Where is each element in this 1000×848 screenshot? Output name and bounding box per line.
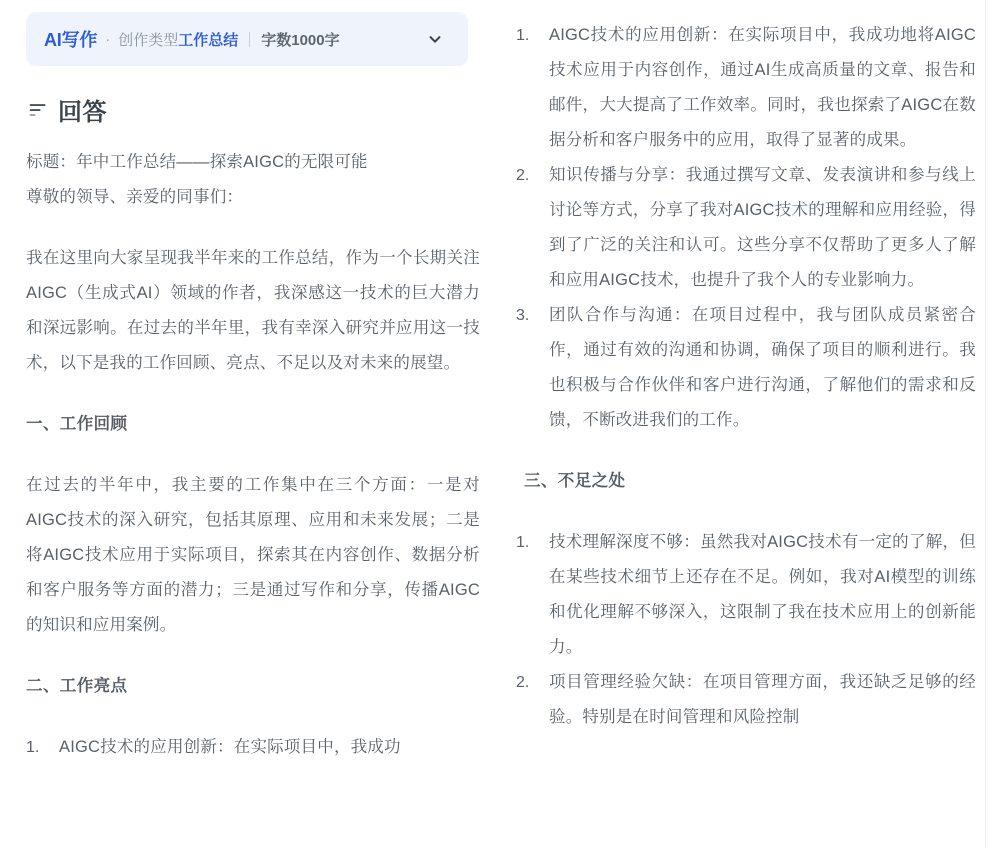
header-dot-separator: ·: [105, 30, 111, 48]
list-item-text: 知识传播与分享：我通过撰写文章、发表演讲和参与线上讨论等方式，分享了我对AIGC技术的理解和应用经验，得到了广泛的关注和认可。这些分享不仅帮助了更多人了解和应用AIGC技术，也提升了我个人的专业影响力。: [549, 166, 976, 289]
spacer: [26, 127, 480, 145]
list-item-text: 项目管理经验欠缺：在项目管理方面，我还缺乏足够的经验。特别是在时间管理和风险控制: [549, 673, 976, 726]
list-item-text: 团队合作与沟通：在项目过程中，我与团队成员紧密合作，通过有效的沟通和协调，确保了项目的顺利进行。我也积极与合作伙伴和客户进行沟通，了解他们的需求和反馈，不断改进我们的工作。: [549, 306, 976, 429]
list-item: [516, 158, 976, 298]
intro-paragraph: 我在这里向大家呈现我半年来的工作总结，作为一个长期关注AIGC（生成式AI）领域的作者，我深感这一技术的巨大潜力和深远影响。在过去的半年里，我有幸深入研究并应用这一技术，以下是我的工作回顾、亮点、不足以及对未来的展望。: [26, 249, 480, 372]
spacer: [26, 643, 480, 669]
creation-type-label: 创作类型: [118, 31, 179, 49]
spacer: [26, 381, 480, 407]
list-item-text: AIGC技术的应用创新：在实际项目中，我成功地将AIGC技术应用于内容创作，通过AI生成高质量的文章、报告和邮件，大大提高了工作效率。同时，我也探索了AIGC在数据分析和客户服务中的应用，取得了显著的成果。: [549, 26, 976, 149]
section-one-body: 在过去的半年中，我主要的工作集中在三个方面：一是对AIGC技术的深入研究，包括其原理、应用和未来发展；二是将AIGC技术应用于实际项目，探索其在内容创作、数据分析和客户服务等方面的潜力；三是通过写作和分享，传播AIGC的知识和应用案例。: [26, 476, 480, 634]
list-lines-icon: [28, 100, 48, 120]
header-vertical-divider: [249, 32, 250, 47]
list-item: [516, 298, 976, 438]
salutation-line: 尊敬的领导、亲爱的同事们：: [26, 188, 244, 206]
page-title: 回答: [58, 99, 107, 126]
list-item-number: 1.: [26, 739, 40, 756]
ai-writing-brand-label: AI写作: [44, 30, 98, 50]
list-item-number: 3.: [516, 307, 530, 324]
list-item: [516, 525, 976, 665]
list-item-number: 1.: [516, 534, 530, 551]
chevron-down-icon[interactable]: [426, 30, 444, 48]
writing-mode-bar[interactable]: [26, 12, 468, 66]
highlights-list: [516, 18, 976, 438]
spacer: [26, 442, 480, 468]
section-heading-one: 一、工作回顾: [26, 415, 128, 433]
list-item-text: AIGC技术的应用创新：在实际项目中，我成功: [59, 738, 401, 756]
shortcomings-list: [516, 525, 976, 735]
list-item-text: 技术理解深度不够：虽然我对AIGC技术有一定的了解，但在某些技术细节上还存在不足。例如，我对AI模型的训练和优化理解不够深入，这限制了我在技术应用上的创新能力。: [549, 533, 976, 656]
spacer: [26, 704, 480, 730]
creation-type-value[interactable]: 工作总结: [178, 31, 239, 49]
spacer: [516, 499, 976, 525]
list-item: [516, 18, 976, 158]
spacer: [516, 438, 976, 464]
spacer: [26, 215, 480, 241]
document-title-line: 标题：年中工作总结——探索AIGC的无限可能: [26, 153, 368, 171]
section-heading-two: 二、工作亮点: [26, 677, 128, 695]
left-highlight-list: [26, 730, 480, 765]
list-item-number: 2.: [516, 674, 530, 691]
list-item-number: 1.: [516, 27, 530, 44]
answer-header: [28, 92, 480, 127]
word-count-label: 字数1000字: [261, 31, 340, 49]
list-item: [516, 665, 976, 735]
list-item-number: 2.: [516, 167, 530, 184]
spacer: [516, 0, 976, 18]
section-heading-three: 三、不足之处: [524, 472, 626, 490]
list-item: [26, 730, 480, 765]
right-column: [500, 0, 1000, 848]
